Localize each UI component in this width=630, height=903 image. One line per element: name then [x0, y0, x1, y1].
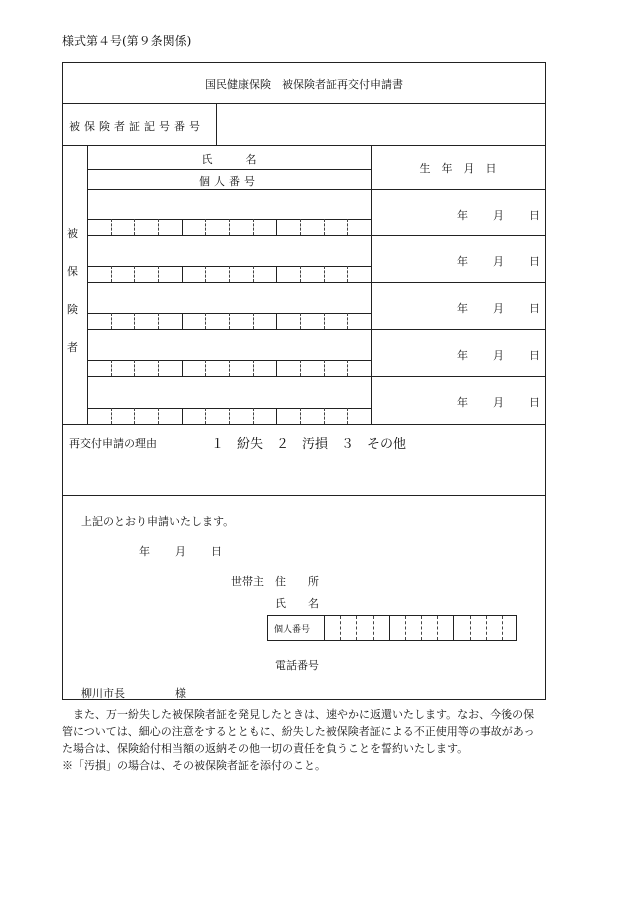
digit-separator — [347, 266, 348, 282]
digit-separator — [300, 219, 301, 235]
reason-label: 再交付申請の理由 — [69, 437, 157, 450]
digit-separator — [205, 313, 206, 329]
divider — [63, 495, 545, 496]
digit-separator — [111, 313, 112, 329]
digit-separator — [134, 266, 135, 282]
digit-separator — [182, 266, 183, 282]
digit-separator — [229, 219, 230, 235]
digit-separator — [276, 313, 277, 329]
birthdate-year: 年 — [457, 349, 468, 362]
digit-separator — [182, 219, 183, 235]
digit-separator — [300, 360, 301, 376]
birthdate-year: 年 — [457, 302, 468, 315]
birthdate-month: 月 — [493, 209, 504, 222]
digit-separator — [229, 360, 230, 376]
sign-date-month: 月 — [175, 545, 186, 558]
digit-separator — [158, 408, 159, 424]
digit-separator — [347, 408, 348, 424]
digit-separator — [276, 408, 277, 424]
divider — [63, 145, 545, 146]
divider — [87, 329, 545, 330]
digit-separator — [437, 616, 438, 640]
birthdate-day: 日 — [529, 209, 540, 222]
digit-separator — [347, 219, 348, 235]
application-form-table — [62, 62, 546, 700]
birthdate-day: 日 — [529, 255, 540, 268]
divider — [87, 235, 545, 236]
digit-separator — [158, 266, 159, 282]
digit-separator — [205, 219, 206, 235]
digit-separator — [324, 360, 325, 376]
divider — [216, 103, 217, 145]
birthdate-month: 月 — [493, 255, 504, 268]
honorific: 様 — [175, 687, 186, 700]
form-number-label: 様式第４号(第９条関係) — [62, 34, 192, 48]
digit-separator — [229, 313, 230, 329]
digit-separator — [347, 313, 348, 329]
birthdate-column-header: 生 年 月 日 — [419, 162, 497, 175]
card-number-label: 被保険者証記号番号 — [69, 120, 204, 133]
birthdate-year: 年 — [457, 396, 468, 409]
birthdate-day: 日 — [529, 349, 540, 362]
divider — [63, 103, 545, 104]
digit-separator — [470, 616, 471, 640]
digit-separator — [276, 219, 277, 235]
digit-separator — [340, 616, 341, 640]
birthdate-day: 日 — [529, 302, 540, 315]
insured-person-label: 被 保 険 者 — [67, 227, 78, 354]
birthdate-month: 月 — [493, 396, 504, 409]
digit-separator — [229, 266, 230, 282]
digit-separator — [373, 616, 374, 640]
digit-separator — [421, 616, 422, 640]
birthdate-year: 年 — [457, 209, 468, 222]
digit-separator — [324, 313, 325, 329]
digit-separator — [134, 313, 135, 329]
digit-separator — [253, 408, 254, 424]
digit-separator — [300, 313, 301, 329]
digit-separator — [324, 408, 325, 424]
sign-date-year: 年 — [139, 545, 150, 558]
digit-separator — [486, 616, 487, 640]
divider — [371, 145, 372, 424]
digit-separator — [276, 266, 277, 282]
digit-separator — [253, 266, 254, 282]
digit-separator — [229, 408, 230, 424]
birthdate-year: 年 — [457, 255, 468, 268]
digit-separator — [276, 360, 277, 376]
digit-separator — [253, 360, 254, 376]
name-label: 氏 名 — [275, 597, 319, 610]
digit-separator — [111, 360, 112, 376]
digit-separator — [300, 408, 301, 424]
digit-separator — [347, 360, 348, 376]
digit-separator — [182, 313, 183, 329]
digit-separator — [134, 408, 135, 424]
name-column-header: 氏 名 — [201, 153, 257, 166]
phone-label: 電話番号 — [275, 659, 319, 672]
digit-separator — [111, 219, 112, 235]
personal-number-box-label: 個人番号 — [274, 625, 311, 635]
digit-separator — [205, 266, 206, 282]
digit-separator — [205, 360, 206, 376]
divider — [87, 282, 545, 283]
digit-separator — [158, 360, 159, 376]
addressee: 柳川市長 — [81, 687, 125, 700]
pledge-text: また、万一紛失した被保険者証を発見したときは、速やかに返還いたします。なお、今後の保 管については、細心の注意をするとともに、紛失した被保険者証による不正使用等の事故があっ た場合は、保険給付相当額の返納その他一切の責任を負うことを誓約いたします。 ※「汚損」の場合は、その被保険者証を添付のこと。 — [62, 706, 552, 774]
digit-separator — [253, 313, 254, 329]
digit-separator — [134, 219, 135, 235]
footer-note: ※「汚損」の場合は、その被保険者証を添付のこと。 — [62, 759, 326, 772]
birthdate-day: 日 — [529, 396, 540, 409]
householder-label: 世帯主 — [231, 575, 264, 588]
personal-number-box — [267, 615, 517, 641]
divider — [87, 376, 545, 377]
digit-separator — [300, 266, 301, 282]
digit-separator — [324, 219, 325, 235]
digit-separator — [134, 360, 135, 376]
digit-separator — [205, 408, 206, 424]
divider — [63, 424, 545, 425]
digit-separator — [356, 616, 357, 640]
digit-separator — [158, 219, 159, 235]
digit-separator — [182, 408, 183, 424]
digit-separator — [111, 408, 112, 424]
statement-text: 上記のとおり申請いたします。 — [81, 515, 235, 528]
divider — [87, 169, 371, 170]
sign-date-day: 日 — [211, 545, 222, 558]
digit-separator — [502, 616, 503, 640]
form-title: 国民健康保険 被保険者証再交付申請書 — [205, 78, 403, 91]
personal-number-column-header: 個人番号 — [199, 175, 259, 188]
birthdate-month: 月 — [493, 349, 504, 362]
digit-separator — [324, 266, 325, 282]
digit-separator — [158, 313, 159, 329]
digit-separator — [111, 266, 112, 282]
reason-options: １ 紛失 ２ 汚損 ３ その他 — [211, 437, 407, 452]
digit-separator — [253, 219, 254, 235]
digit-separator — [324, 616, 325, 640]
digit-separator — [405, 616, 406, 640]
divider — [87, 189, 545, 190]
digit-separator — [389, 616, 390, 640]
digit-separator — [182, 360, 183, 376]
address-label: 住 所 — [275, 575, 319, 588]
birthdate-month: 月 — [493, 302, 504, 315]
digit-separator — [453, 616, 454, 640]
